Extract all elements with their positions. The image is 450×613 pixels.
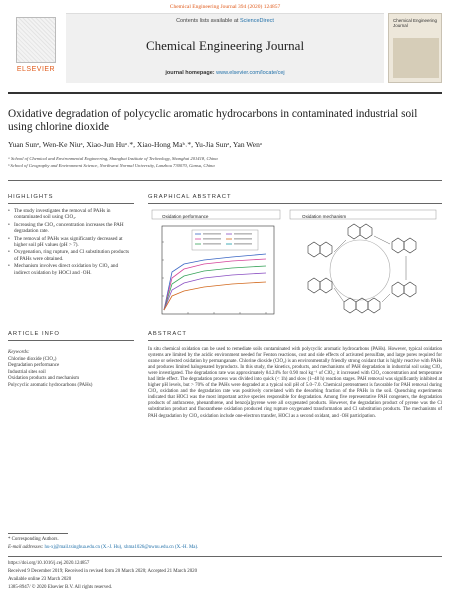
homepage-link[interactable]: www.elsevier.com/locate/cej	[216, 70, 285, 76]
abstract-text: In situ chemical oxidation can be used to remediate soils contaminated with polycyclic aromatic hydrocarbons (PAHs). However, typical oxidation systems are limited by the acidic environment needed for Fenton reactions, cost and side effects of activated persulfate, and large pores required for ozone or selected oxidation by permanganate. Chlorine dioxide (ClO₂) is an environmentally friendly strong oxidant that is highly reactive with PAHs and produces limited halogenated byproducts. In this study, the kinetics, products, and mechanisms of PAH degradation in industrial soil using ClO₂ were investigated. The degradation rate was approximately 84.24% for 0.90 mol kg⁻¹ of ClO₂; it increased with ClO₂ concentration and temperature had little effect. The degradation process was divided into quick (< 1h) and slow (1–48 h) reaction stages. PAH removal was significantly inhibited at higher pH levels, but > 70% of the PAHs were degraded at a typical soil pH of 5.0–7.0. Chemical pretreatment is favorable for PAH removal during ClO₂ oxidation and the degradation rate was positively correlated with the desorbing fraction of the PAHs in the soil. Quenching experiments indicated that HOCl was the most important active species responsible for degradation. Among five representative PAH congeners, the degradation products of anthracene, phenanthrene, and benzo[a]pyrene were all oxygenated products. However, the degradation product of pyrene was the Cl substitution product and fluoranthene oxidation produced ring rupture oxygenated transformation and Cl substitution products. The mechanisms of PAH degradation by ClO₂ oxidation include one-electron transfer, HOCl as a second oxidant, and ·OH participation.	[148, 347, 442, 419]
keyword-item: Industrial sites soil	[8, 369, 46, 375]
highlights-heading: HIGHLIGHTS	[8, 194, 54, 200]
available-online: Available online 23 March 2020	[8, 577, 72, 582]
copyright-line: 1385-8947/ © 2020 Elsevier B.V. All rights reserved.	[8, 585, 113, 590]
ga-panel-left-label: Oxidation performance	[162, 214, 209, 219]
contents-prefix: Contents lists available at	[176, 18, 239, 24]
cover-image	[393, 38, 439, 78]
footnote-rule	[8, 533, 68, 534]
keyword-item: Degradation performance	[8, 363, 60, 369]
email-addresses[interactable]: hu-xj@mail.tsinghua.edu.cn (X.-J. Hu), xhma1026@nwnu.edu.cn (X.-H. Ma).	[44, 545, 199, 550]
article-title: Oxidative degradation of polycyclic aromatic hydrocarbons in contaminated industrial soil using chlorine dioxide	[8, 108, 418, 133]
abstract-heading: ABSTRACT	[148, 331, 187, 337]
publisher-name: ELSEVIER	[16, 66, 56, 73]
highlight-item: • Increasing the ClO₂ concentration increases the PAH degradation rate.	[8, 222, 134, 235]
doi-link[interactable]: https://doi.org/10.1016/j.cej.2020.124857	[8, 561, 90, 566]
publisher-logo	[8, 13, 64, 83]
article-authors: Yuan Sunᵃ, Wen-Ke Niuᵃ, Xiao-Jun Huᵃ˒*, Xiao-Hong Maᵇ˒*, Yu-Jia Sunᵃ, Yan Wenᵃ	[8, 140, 262, 149]
keyword-item: Chlorine dioxide (ClO₂)	[8, 356, 57, 362]
ga-panel-right-label: Oxidation mechanism	[302, 214, 347, 219]
journal-cover-thumbnail	[388, 13, 442, 83]
affiliation-b: ᵇ School of Geography and Environment Science, Northwest Normal University, Lanzhou 730070, Gansu, China	[8, 163, 215, 168]
journal-title: Chemical Engineering Journal	[145, 38, 305, 53]
elsevier-tree-icon	[16, 17, 56, 63]
cover-title: Chemical Engineering Journal	[393, 18, 438, 28]
email-label: E-mail addresses:	[8, 545, 44, 550]
highlight-item: • Mechanism involves direct oxidation by ClO₂ and indirect oxidation by HOCl and ·OH.	[8, 263, 134, 276]
article-info-rule	[8, 340, 134, 341]
masthead-divider	[8, 92, 442, 94]
highlights-list	[8, 208, 134, 277]
footer-divider	[8, 556, 442, 557]
article-info-heading: ARTICLE INFO	[8, 331, 60, 337]
keyword-item: Oxidation products and mechanism	[8, 376, 79, 382]
keywords-block	[8, 350, 134, 390]
affiliation-a: ᵃ School of Chemical and Environmental Engineering, Shanghai Institute of Technology, Shanghai 201418, China	[8, 156, 218, 161]
graphical-abstract-heading: GRAPHICAL ABSTRACT	[148, 194, 232, 200]
received-dates: Received 9 December 2019; Received in revised form 20 March 2020; Accepted 21 March 2020	[8, 569, 198, 574]
keyword-item: Polycyclic aromatic hydrocarbons (PAHs)	[8, 382, 93, 388]
highlight-item: • Oxygenation, ring rupture, and Cl substitution products of PAHs were obtained.	[8, 249, 134, 262]
header-divider	[8, 180, 442, 181]
graphical-abstract-rule	[148, 203, 442, 204]
abstract-rule	[148, 340, 442, 341]
journal-masthead	[8, 13, 442, 83]
sciencedirect-link[interactable]: ScienceDirect	[239, 18, 274, 24]
homepage-label: journal homepage:	[165, 70, 215, 76]
graphical-abstract-figure	[148, 206, 440, 332]
highlight-item: • The removal of PAHs was significantly decreased at higher soil pH values (pH > 7).	[8, 236, 134, 249]
email-line	[8, 545, 442, 551]
highlights-rule	[8, 203, 134, 204]
journal-citation[interactable]: Chemical Engineering Journal 394 (2020) 124857	[169, 4, 281, 10]
journal-homepage	[66, 70, 384, 76]
contents-line	[66, 18, 384, 24]
corresponding-note: * Corresponding Authors.	[8, 537, 59, 542]
masthead-center	[66, 13, 384, 83]
highlight-item: • The study investigates the removal of PAHs in contaminated soil using ClO₂.	[8, 208, 134, 221]
graphical-abstract-art	[148, 206, 440, 332]
keywords-title: Keywords:	[8, 350, 30, 355]
